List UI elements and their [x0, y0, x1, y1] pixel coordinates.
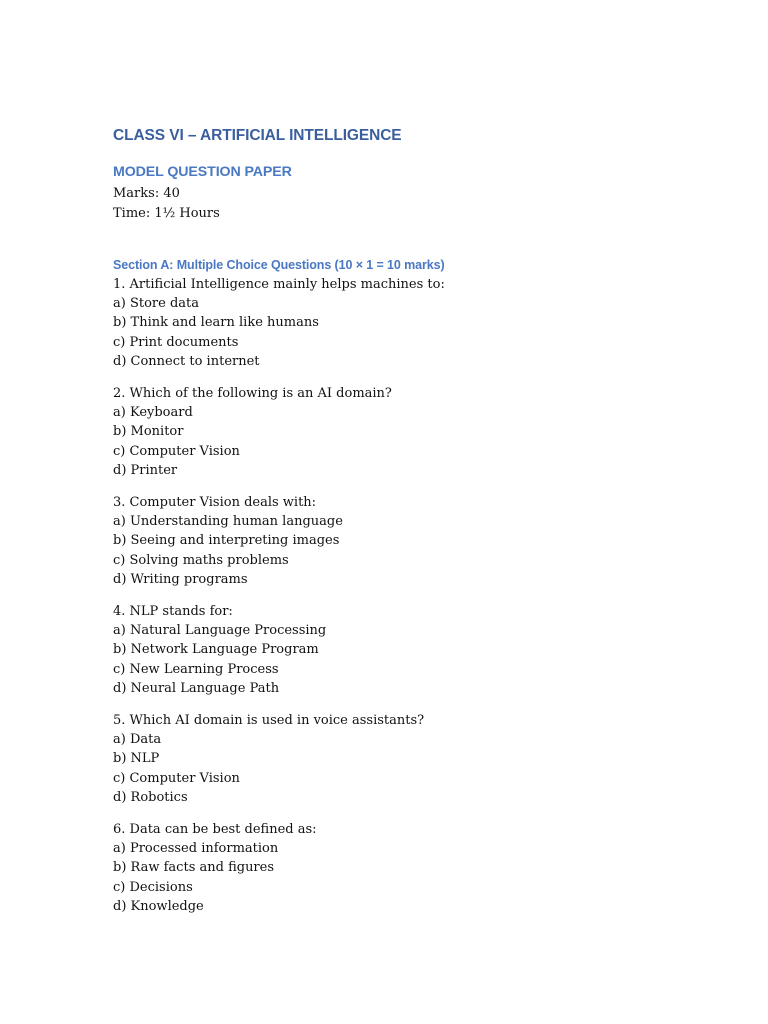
- option-c: c) Solving maths problems: [113, 552, 289, 568]
- exam-meta: [113, 184, 673, 223]
- question-1: [113, 275, 673, 371]
- option-a: a) Keyboard: [113, 405, 193, 421]
- option-c: c) Computer Vision: [113, 770, 240, 786]
- question-text: 5. Which AI domain is used in voice assistants?: [113, 713, 425, 729]
- option-c: c) New Learning Process: [113, 661, 279, 677]
- option-a: a) Natural Language Processing: [113, 623, 327, 639]
- question-5: [113, 711, 673, 807]
- option-d: d) Neural Language Path: [113, 680, 280, 696]
- option-c: c) Computer Vision: [113, 443, 240, 459]
- document-subtitle: MODEL QUESTION PAPER: [113, 164, 292, 180]
- option-d: d) Connect to internet: [113, 353, 260, 369]
- option-b: b) Think and learn like humans: [113, 315, 319, 331]
- option-a: a) Store data: [113, 296, 199, 312]
- option-c: c) Decisions: [113, 879, 193, 895]
- section-a-heading: Section A: Multiple Choice Questions (10 × 1 = 10 marks): [113, 258, 445, 272]
- option-d: d) Robotics: [113, 789, 188, 805]
- question-text: 6. Data can be best defined as:: [113, 822, 317, 838]
- option-d: d) Writing programs: [113, 571, 248, 587]
- question-text: 2. Which of the following is an AI domain?: [113, 386, 392, 402]
- option-a: a) Understanding human language: [113, 514, 343, 530]
- option-a: a) Data: [113, 732, 162, 748]
- document-title: CLASS VI – ARTIFICIAL INTELLIGENCE: [113, 127, 402, 144]
- option-b: b) Network Language Program: [113, 642, 319, 658]
- question-text: 4. NLP stands for:: [113, 604, 233, 620]
- question-2: [113, 384, 673, 480]
- time-text: Time: 1½ Hours: [113, 205, 220, 221]
- option-b: b) NLP: [113, 751, 160, 767]
- question-list: [113, 275, 673, 916]
- option-c: c) Print documents: [113, 334, 239, 350]
- question-6: [113, 820, 673, 916]
- question-3: [113, 493, 673, 589]
- document-page: [113, 124, 673, 916]
- option-d: d) Printer: [113, 462, 178, 478]
- option-b: b) Raw facts and figures: [113, 860, 275, 876]
- marks-text: Marks: 40: [113, 186, 180, 201]
- option-d: d) Knowledge: [113, 898, 204, 914]
- option-b: b) Monitor: [113, 424, 184, 440]
- question-text: 3. Computer Vision deals with:: [113, 495, 317, 511]
- option-b: b) Seeing and interpreting images: [113, 533, 340, 549]
- question-4: [113, 602, 673, 698]
- option-a: a) Processed information: [113, 841, 279, 857]
- question-text: 1. Artificial Intelligence mainly helps machines to:: [113, 277, 445, 292]
